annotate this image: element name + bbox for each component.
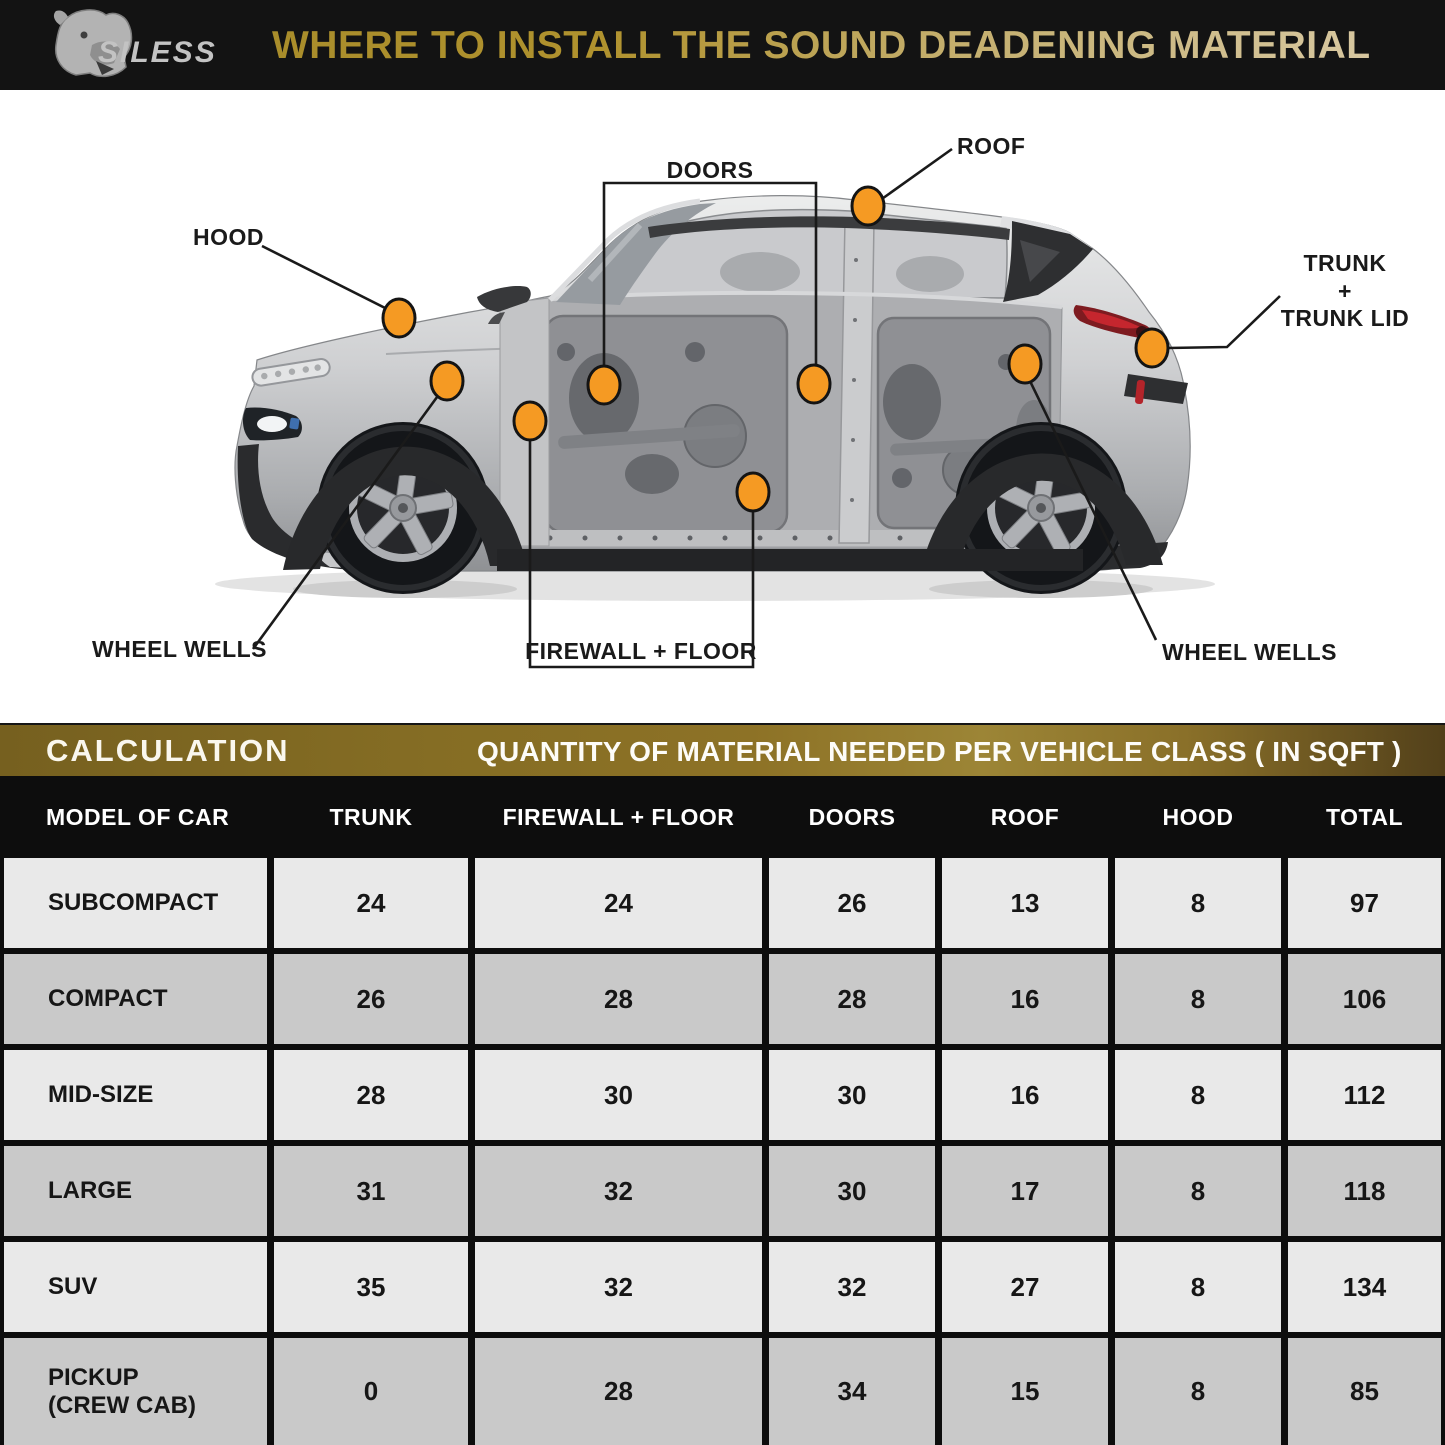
label-roof: ROOF xyxy=(957,133,1026,159)
col-header-roof: ROOF xyxy=(990,803,1060,830)
cell-subcompact-roof: 13 xyxy=(942,858,1108,948)
brand-wordmark: SILESS xyxy=(98,36,217,69)
col-header-total: TOTAL xyxy=(1325,803,1404,830)
cell-suv-trunk: 35 xyxy=(274,1242,468,1332)
cell-large-doors: 30 xyxy=(769,1146,935,1236)
roof-callout-line xyxy=(879,149,952,201)
quantity-subtitle: QUANTITY OF MATERIAL NEEDED PER VEHICLE CLASS ( IN SQFT ) xyxy=(477,736,1402,767)
cell-compact-trunk: 26 xyxy=(274,954,468,1044)
col-header-firewall-floor: FIREWALL + FLOOR xyxy=(502,803,735,830)
col-header-hood: HOOD xyxy=(1162,803,1234,830)
label-hood: HOOD xyxy=(193,224,264,250)
cell-suv-total: 134 xyxy=(1288,1242,1441,1332)
cell-compact-firewall: 28 xyxy=(475,954,762,1044)
cell-midsize-doors: 30 xyxy=(769,1050,935,1140)
marker-trunk xyxy=(1136,329,1168,367)
col-header-trunk: TRUNK xyxy=(329,803,413,830)
car-diagram-svg xyxy=(0,90,1445,723)
cell-suv-roof: 27 xyxy=(942,1242,1108,1332)
cell-pickup-total: 85 xyxy=(1288,1338,1441,1445)
table-header-row xyxy=(0,776,1445,858)
label-trunk-line1: TRUNK xyxy=(1303,250,1387,276)
col-header-model: MODEL OF CAR xyxy=(46,803,230,830)
header-bar xyxy=(0,0,1445,90)
marker-roof xyxy=(852,187,884,225)
cell-pickup-doors: 34 xyxy=(769,1338,935,1445)
cell-subcompact-doors: 26 xyxy=(769,858,935,948)
marker-front-wheel-well xyxy=(431,362,463,400)
label-wheel-wells-right: WHEEL WELLS xyxy=(1162,639,1338,665)
cell-pickup-roof: 15 xyxy=(942,1338,1108,1445)
marker-firewall xyxy=(514,402,546,440)
cell-large-roof: 17 xyxy=(942,1146,1108,1236)
cell-compact-roof: 16 xyxy=(942,954,1108,1044)
quantity-table xyxy=(0,858,1445,1445)
row-suv-label: SUV xyxy=(4,1242,267,1332)
cell-suv-hood: 8 xyxy=(1115,1242,1281,1332)
marker-rear-wheel-well xyxy=(1009,345,1041,383)
row-midsize-label: MID-SIZE xyxy=(4,1050,267,1140)
cell-large-trunk: 31 xyxy=(274,1146,468,1236)
row-large-label: LARGE xyxy=(4,1146,267,1236)
col-header-doors: DOORS xyxy=(808,803,896,830)
cell-compact-total: 106 xyxy=(1288,954,1441,1044)
cell-midsize-total: 112 xyxy=(1288,1050,1441,1140)
cell-midsize-hood: 8 xyxy=(1115,1050,1281,1140)
row-subcompact-label: SUBCOMPACT xyxy=(4,858,267,948)
marker-floor xyxy=(737,473,769,511)
cell-suv-firewall: 32 xyxy=(475,1242,762,1332)
label-trunk-line2: + xyxy=(1338,278,1352,304)
cell-pickup-hood: 8 xyxy=(1115,1338,1281,1445)
cell-midsize-trunk: 28 xyxy=(274,1050,468,1140)
cell-large-firewall: 32 xyxy=(475,1146,762,1236)
marker-rear-door xyxy=(798,365,830,403)
cell-compact-hood: 8 xyxy=(1115,954,1281,1044)
label-firewall-floor: FIREWALL + FLOOR xyxy=(525,638,757,664)
label-doors: DOORS xyxy=(666,157,754,183)
page-title: WHERE TO INSTALL THE SOUND DEADENING MATERIAL xyxy=(272,24,1371,67)
calculation-title: CALCULATION xyxy=(46,733,290,768)
cell-subcompact-total: 97 xyxy=(1288,858,1441,948)
trunk-callout-line xyxy=(1168,296,1280,348)
cell-pickup-trunk: 0 xyxy=(274,1338,468,1445)
cell-midsize-firewall: 30 xyxy=(475,1050,762,1140)
marker-hood xyxy=(383,299,415,337)
cell-subcompact-firewall: 24 xyxy=(475,858,762,948)
car-cutaway-illustration xyxy=(215,196,1215,601)
cell-subcompact-trunk: 24 xyxy=(274,858,468,948)
label-wheel-wells-left: WHEEL WELLS xyxy=(92,636,268,662)
cell-pickup-firewall: 28 xyxy=(475,1338,762,1445)
calculation-bar xyxy=(0,723,1445,776)
hood-callout-line xyxy=(262,246,393,312)
cell-midsize-roof: 16 xyxy=(942,1050,1108,1140)
cell-suv-doors: 32 xyxy=(769,1242,935,1332)
row-compact-label: COMPACT xyxy=(4,954,267,1044)
car-diagram xyxy=(0,90,1445,723)
cell-subcompact-hood: 8 xyxy=(1115,858,1281,948)
cell-large-hood: 8 xyxy=(1115,1146,1281,1236)
cell-compact-doors: 28 xyxy=(769,954,935,1044)
label-trunk-line3: TRUNK LID xyxy=(1280,305,1410,331)
marker-front-door xyxy=(588,366,620,404)
cell-large-total: 118 xyxy=(1288,1146,1441,1236)
row-pickup-label: PICKUP (CREW CAB) xyxy=(4,1338,267,1445)
